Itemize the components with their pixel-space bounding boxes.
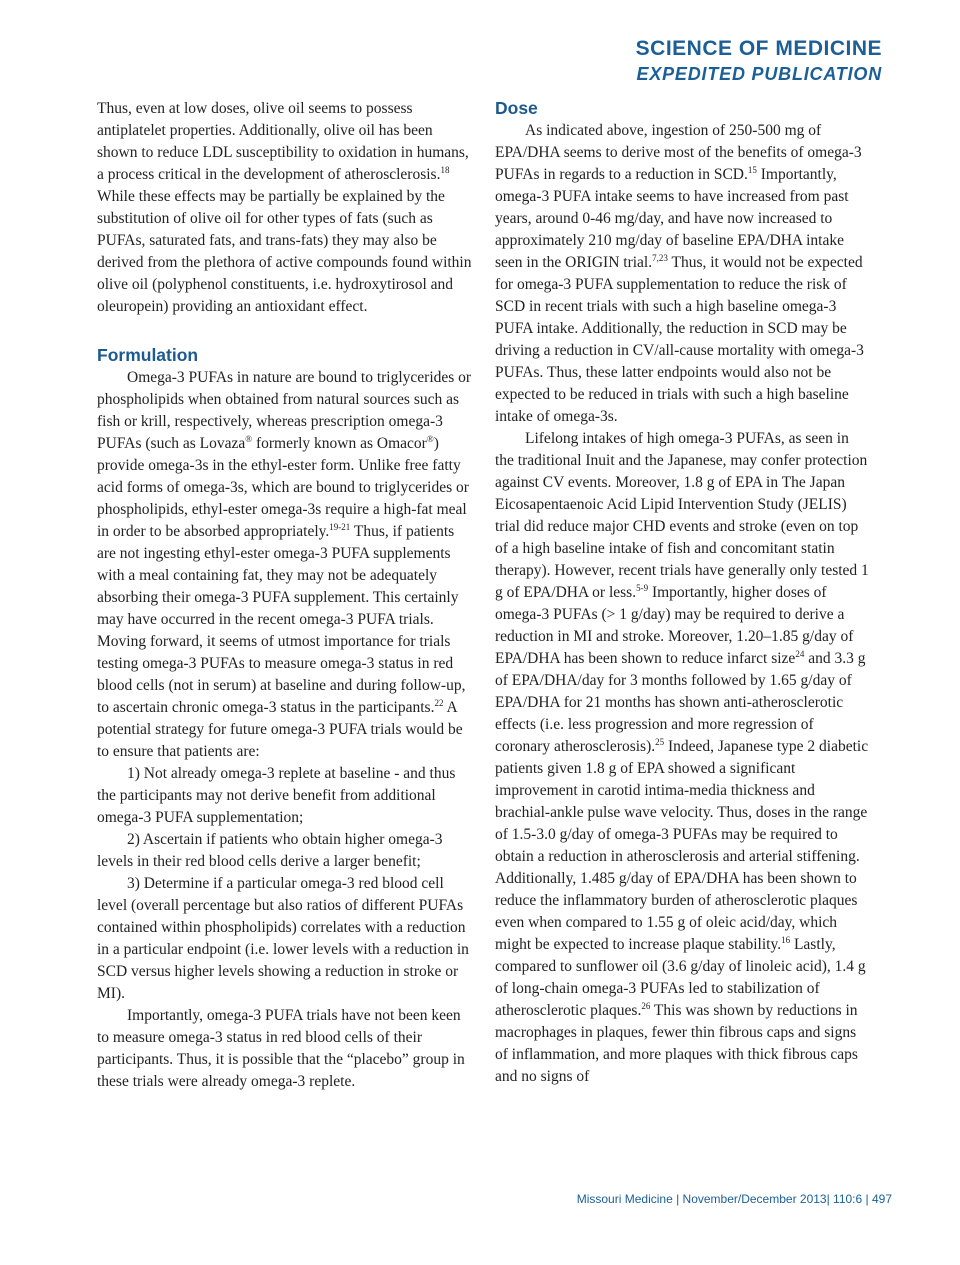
citation: 15 (747, 164, 757, 175)
registered-mark: ® (426, 433, 434, 444)
right-column (495, 96, 871, 1088)
citation: 18 (440, 164, 450, 175)
dose-heading: Dose (495, 98, 538, 118)
masthead (636, 36, 882, 86)
citation: 26 (641, 1000, 651, 1011)
intro-paragraph: Thus, even at low doses, olive oil seems to possess antiplatelet properties. Additionally, olive oil has been shown to reduce LDL susceptibility to oxidation in humans, a process critical in the development of atherosclerosis.$^{18}$ While these effects may be partially be explained by the substitution of olive oil for other types of fats (such as PUFAs, saturated fats, and trans-fats) they may also be derived from the plethora of active compounds found within olive oil (polyphenol constituents, i.e. hydroxytirosol and oleuropein) providing an antioxidant effect. (97, 100, 472, 315)
closing-paragraph: Importantly, omega-3 PUFA trials have not been keen to measure omega-3 status in red blood cells of their participants. Thus, it is possible that the “placebo” group in these trials were already omega-3 replete. (97, 1007, 465, 1090)
formulation-paragraph: Omega-3 PUFAs in nature are bound to triglycerides or phospholipids when obtained from natural sources such as fish or krill, respectively, whereas prescription omega-3 PUFAs (such as Lovaza® formerly known as Omacor®) provide omega-3s in the ethyl-ester form. Unlike free fatty acid forms of omega-3s, which are bound to triglycerides or phospholipids, ethyl-ester omega-3s require a high-fat meal in order to be absorbed appropriately.$^{19-21}$ Thus, if patients are not ingesting ethyl-ester omega-3 PUFA supplements with a meal containing fat, they may not be adequately absorbing their omega-3 PUFA supplement. This certainly may have occurred in the recent omega-3 PUFA trials. Moving forward, it seems of utmost importance for trials testing omega-3 PUFAs to measure omega-3 status in red blood cells (not in serum) at baseline and during follow-up, to ascertain chronic omega-3 status in the participants.$^{22}$ A potential strategy for future omega-3 PUFA trials would be to ensure that patients are: (97, 369, 472, 760)
citation: 19-21 (329, 521, 351, 532)
section-title: SCIENCE OF MEDICINE (635, 37, 882, 60)
citation: 5-9 (636, 582, 649, 593)
list-item: 3) Determine if a particular omega-3 red blood cell level (overall percentage but also ratios of different PUFAs contained within phospholipids) correlates with a reduction in a particular endpoint (i.e. lower levels with a reduction in SCD versus higher levels showing a reduction in stroke or MI). (97, 875, 469, 1002)
registered-mark: ® (245, 433, 253, 444)
section-subtitle: EXPEDITED PUBLICATION (636, 64, 882, 84)
citation: 22 (434, 697, 444, 708)
list-item: 2) Ascertain if patients who obtain higher omega-3 levels in their red blood cells derive a larger benefit; (97, 831, 443, 870)
list-item: 1) Not already omega-3 replete at baseline - and thus the participants may not derive benefit from additional omega-3 PUFA supplementation; (97, 765, 456, 826)
citation: 24 (795, 648, 805, 659)
citation: 25 (655, 736, 665, 747)
citation: 7,23 (652, 252, 668, 263)
page-footer: Missouri Medicine | November/December 2013| 110:6 | 497 (576, 1192, 892, 1206)
formulation-heading: Formulation (97, 345, 199, 365)
citation: 16 (781, 934, 791, 945)
dose-paragraph-2: Lifelong intakes of high omega-3 PUFAs, as seen in the traditional Inuit and the Japanese, may confer protection against CV events. Moreover, 1.8 g of EPA in The Japan Eicosapentaenoic Acid Lipid Intervention Study (JELIS) trial did reduce major CHD events and stroke (even on top of a high baseline intake of fish and concomitant statin therapy). However, recent trials have generally only tested 1 g of EPA/DHA or less.$^{5-9}$ Importantly, higher doses of omega-3 PUFAs (> 1 g/day) may be required to derive a reduction in MI and stroke. Moreover, 1.20–1.85 g/day of EPA/DHA has been shown to reduce infarct size$^{24}$ and 3.3 g of EPA/DHA/day for 3 months followed by 1.65 g/day of EPA/DHA for 21 months has shown anti-atherosclerotic effects (i.e. less progression and more regression of coronary atherosclerosis).$^{25}$ Indeed, Japanese type 2 diabetic patients given 1.8 g of EPA showed a significant improvement in carotid intima-media thickness and brachial-ankle pulse wave velocity. Thus, doses in the range of 1.5-3.0 g/day of omega-3 PUFAs may be required to obtain a reduction in atherosclerosis and arterial stiffening. Additionally, 1.485 g/day of EPA/DHA has been shown to reduce the inflammatory burden of atherosclerotic plaques even when compared to 1.55 g of oleic acid/day, which might be expected to increase plaque stability.$^{16}$ Lastly, compared to sunflower oil (3.6 g/day of linoleic acid), 1.4 g of long-chain omega-3 PUFAs led to stabilization of atherosclerotic plaques.$^{26}$ This was shown by reductions in macrophages in plaques, fewer thin fibrous caps and signs of inflammation, and more plaques with thick fibrous caps and no signs of (495, 430, 869, 1085)
left-column (97, 98, 473, 1093)
dose-paragraph-1: As indicated above, ingestion of 250-500 mg of EPA/DHA seems to derive most of the benefits of omega-3 PUFAs in regards to a reduction in SCD.$^{15}$ Importantly, omega-3 PUFA intake seems to have increased from past years, around 0-46 mg/day, and have now increased to approximately 210 mg/day of baseline EPA/DHA intake seen in the ORIGIN trial.$^{7,23}$ Thus, it would not be expected for omega-3 PUFA supplementation to reduce the risk of SCD in recent trials with such a high baseline omega-3 PUFA intake. Additionally, the reduction in SCD may be driving a reduction in CV/all-cause mortality with omega-3 PUFAs. Thus, these latter endpoints would also not be expected to be reduced in trials with such a high baseline intake of omega-3s. (495, 122, 864, 425)
